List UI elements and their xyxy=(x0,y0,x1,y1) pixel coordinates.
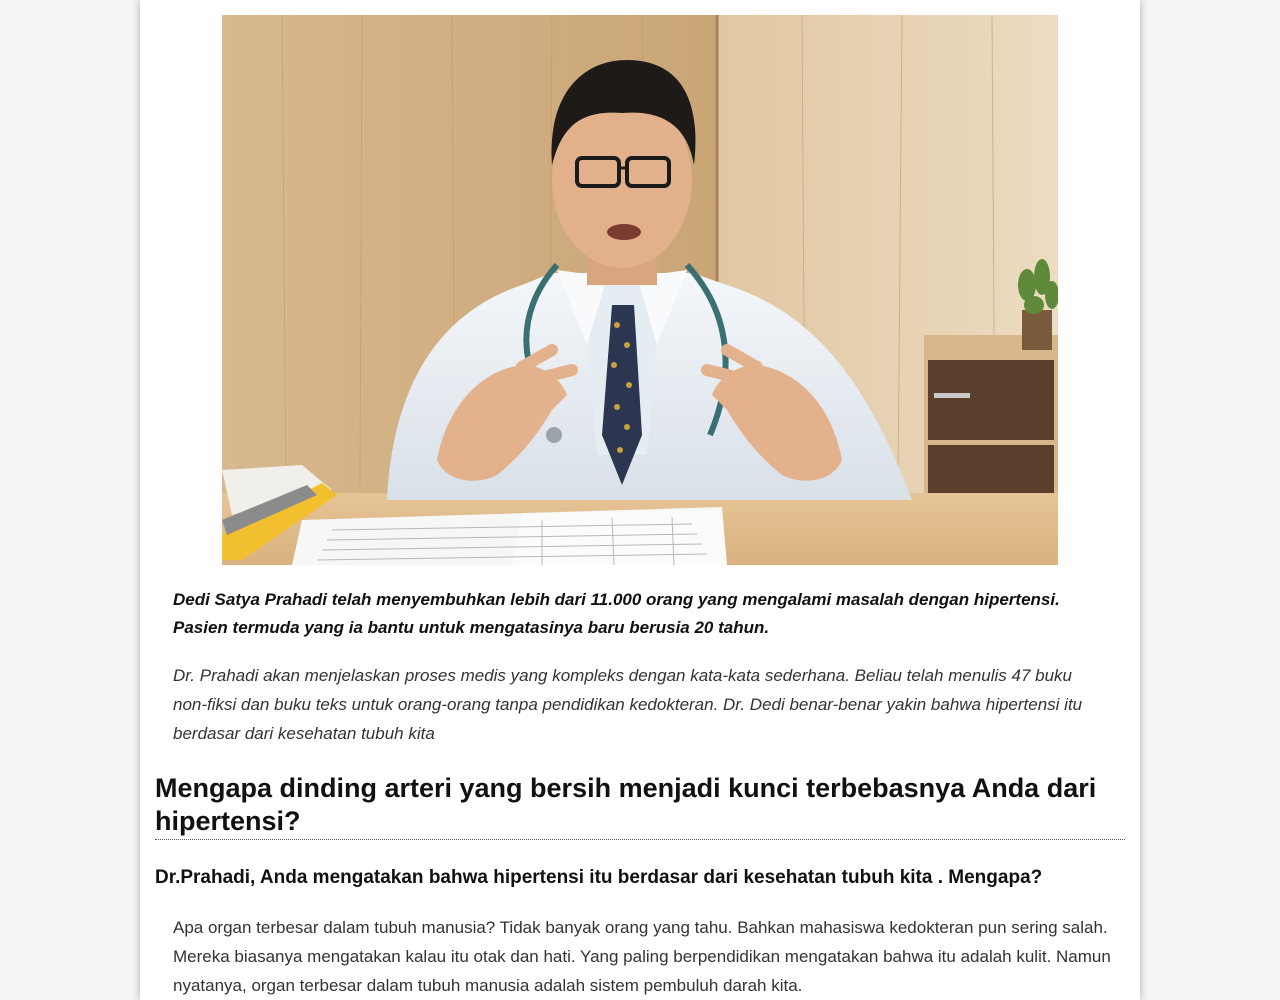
interview-answer: Apa organ terbesar dalam tubuh manusia? Tidak banyak orang yang tahu. Bahkan mahasiswa kedokteran pun sering salah. Mereka biasanya mengatakan kalau itu otak dan hati. Yang paling berpendidikan mengatakan bahwa itu adalah kulit. Namun nyatanya, organ terbesar dalam tubuh manusia adalah sistem pembuluh darah kita. xyxy=(173,918,1111,995)
section-heading: Mengapa dinding arteri yang bersih menjadi kunci terbebasnya Anda dari hipertensi? xyxy=(155,772,1125,840)
lead-paragraph: Dedi Satya Prahadi telah menyembuhkan lebih dari 11.000 orang yang mengalami masalah dengan hipertensi. Pasien termuda yang ia bantu untuk mengatasinya baru berusia 20 tahun. xyxy=(173,590,1060,637)
doctor-photo xyxy=(222,15,1058,565)
intro-paragraph: Dr. Prahadi akan menjelaskan proses medis yang kompleks dengan kata-kata sederhana. Beliau telah menulis 47 buku non-fiksi dan buku teks untuk orang-orang tanpa pendidikan kedokteran. Dr. Dedi benar-benar yakin bahwa hipertensi itu berdasar dari kesehatan tubuh kita xyxy=(173,666,1083,743)
interview-question: Dr.Prahadi, Anda mengatakan bahwa hipertensi itu berdasar dari kesehatan tubuh kita . Mengapa? xyxy=(155,867,1043,888)
article-container xyxy=(140,0,1140,1000)
doctor-photo-illustration xyxy=(222,15,1058,565)
